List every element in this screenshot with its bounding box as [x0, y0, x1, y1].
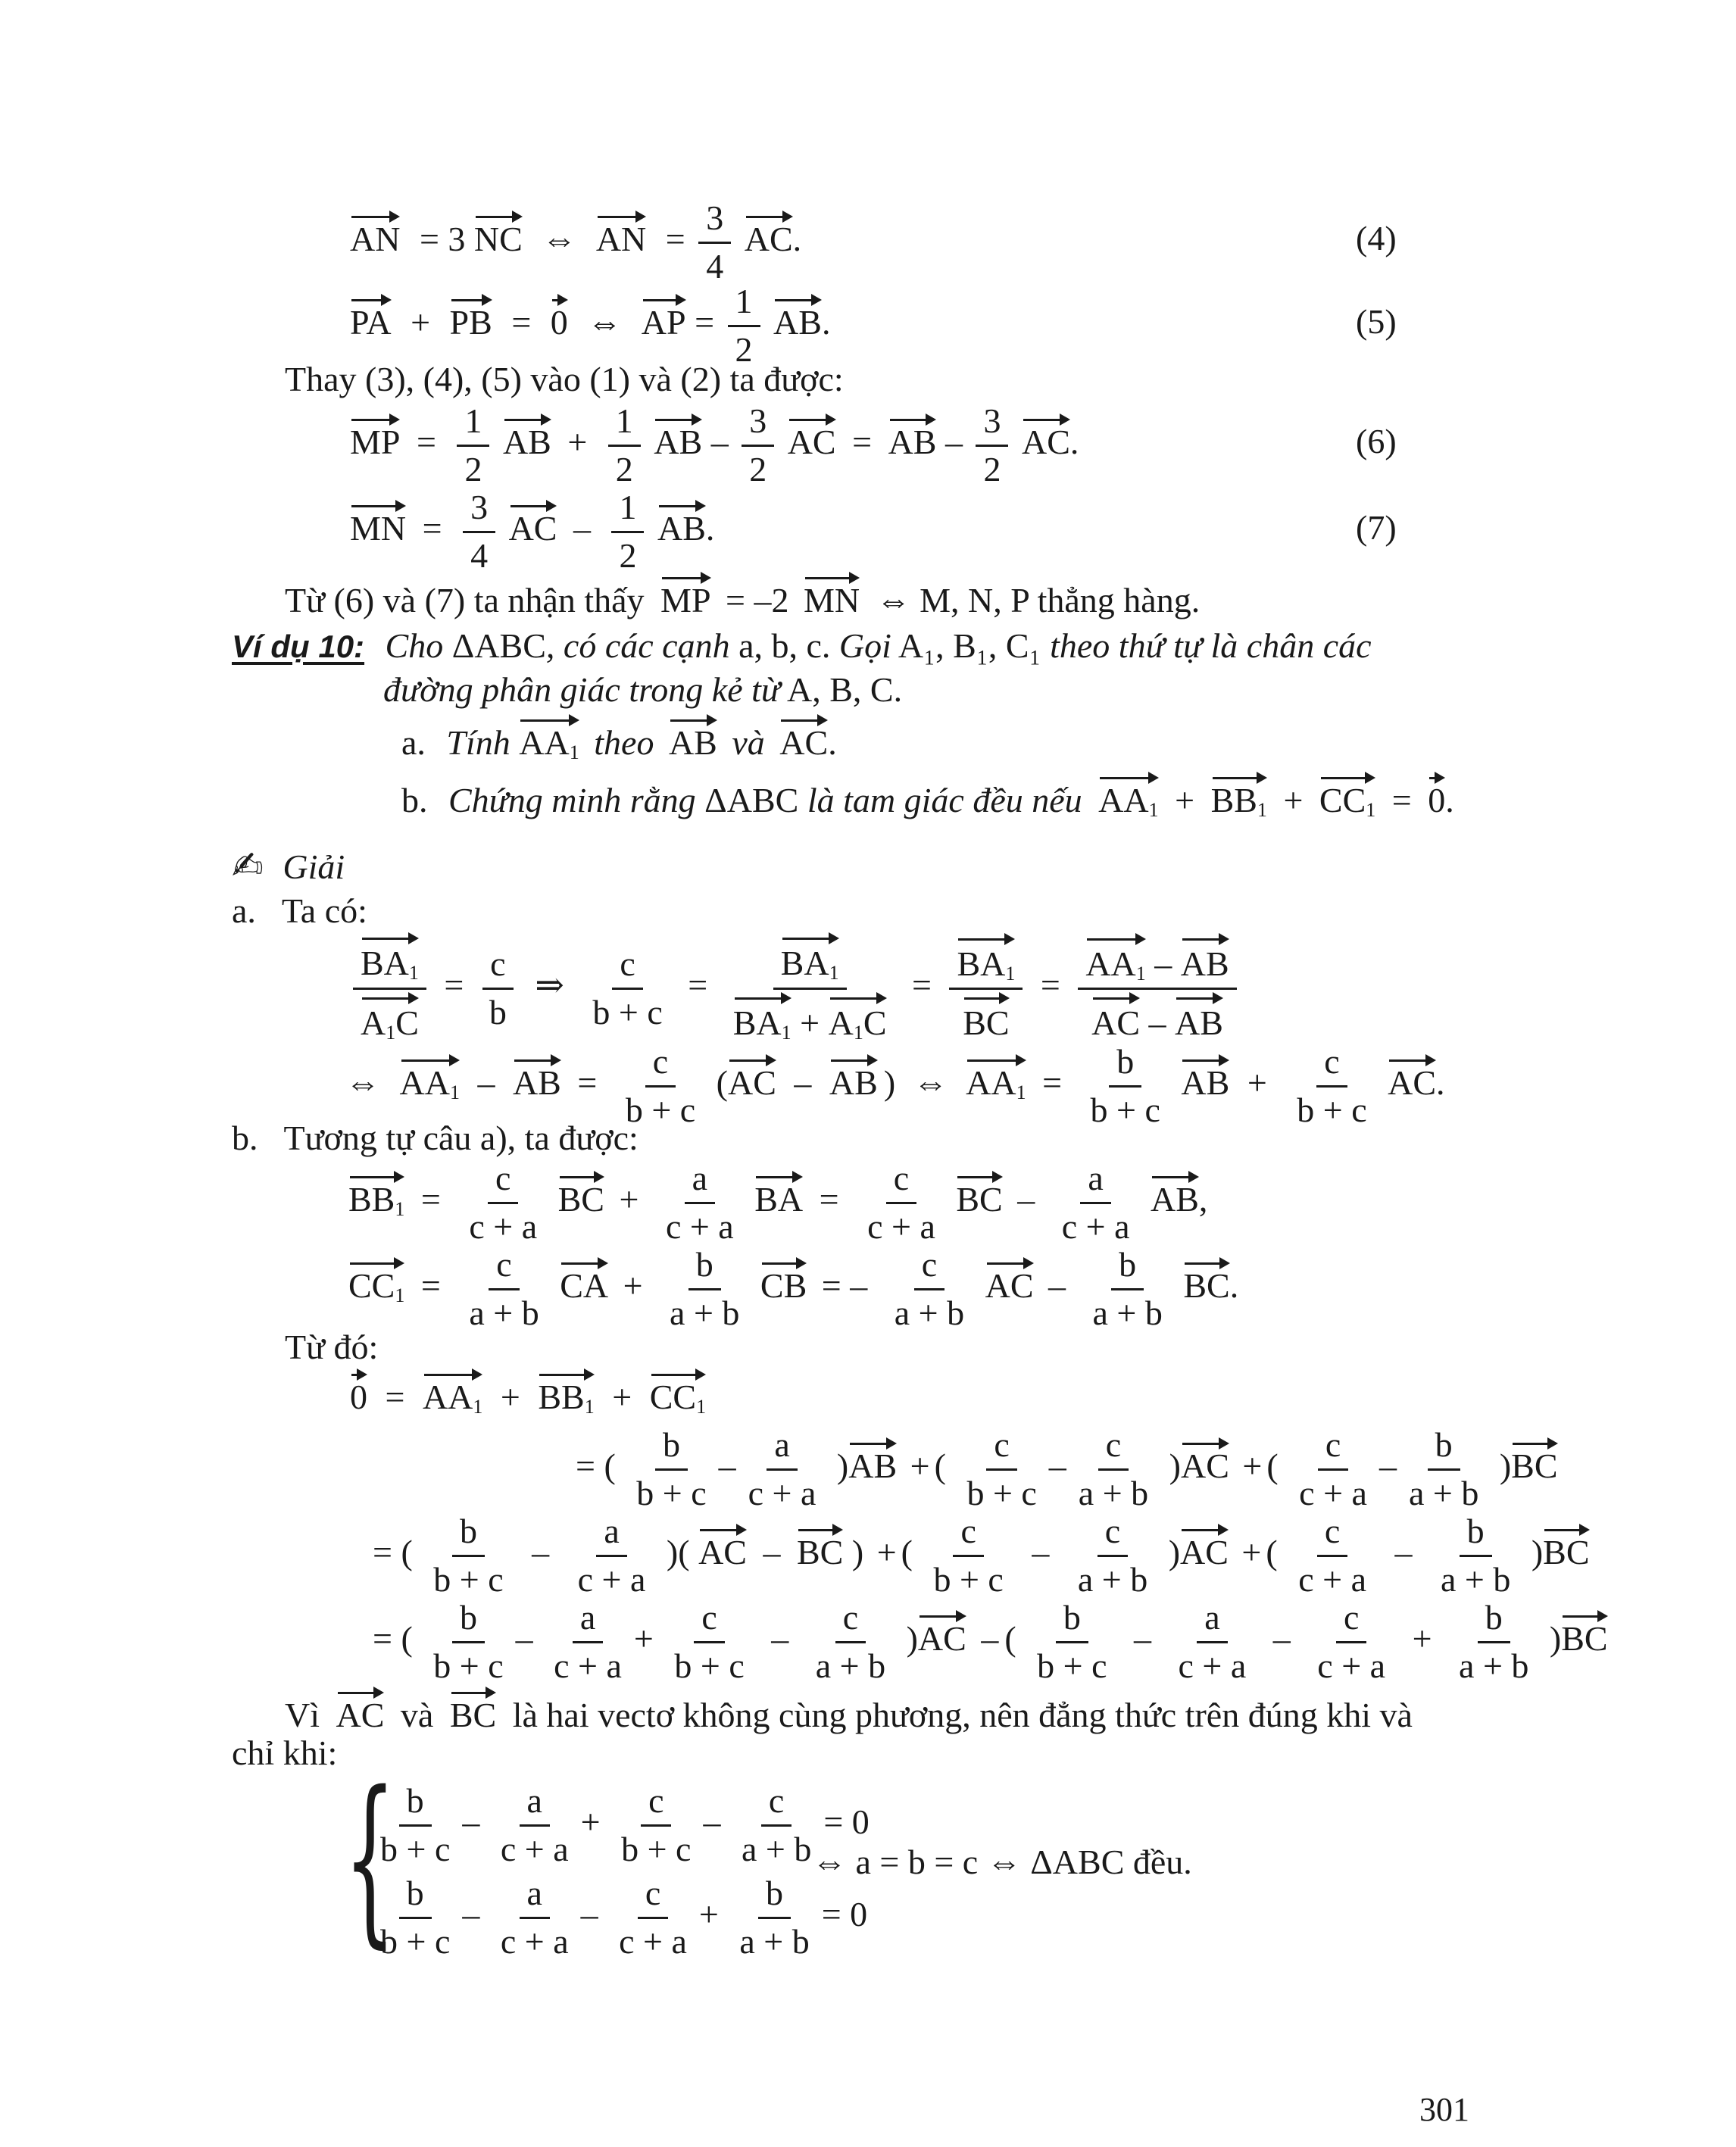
- task-a: a. Tính $AA_1$ theo AB và AC.: [401, 715, 837, 763]
- solution-b-line1: $BB_1$ = $\frac{c}{c + a}$ BC + $\frac{a}{c + a}$ BA = $\frac{c}{c + a}$ BC – $\frac{a}{c + a}$ AB,: [348, 1159, 1208, 1246]
- example-label: Ví dụ 10:: [232, 629, 365, 664]
- vec-mn: MN: [804, 573, 860, 618]
- vec-aa1: $AA_1$: [519, 715, 579, 763]
- equation-tag: (7): [1356, 508, 1397, 547]
- vec-bb1: $BB_1$: [1211, 772, 1267, 820]
- vec-aa1: $AA_1$: [1098, 772, 1158, 820]
- system-conclusion: ⇔ a = b = c ⇔ ΔABC đều.: [812, 1843, 1192, 1881]
- vec-cc1: $CC_1$: [1319, 772, 1375, 820]
- fraction: $\frac{1}{2}$: [608, 401, 641, 490]
- equation-5: PA + PB = 0 ⇔ AP = $\frac{1}{2}$ AB. (5): [350, 282, 1410, 370]
- solution-a-line1: $\frac{BA_1}{A_1C}$ = $\frac{c}{b}$ ⇒ $\frac{c}{b + c}$ = $\frac{BA_1}{BA_1 + A_1C}$ = $\frac{BA_1}{BC}$ = $\frac{AA_1 - AB}{AC - AB}$: [348, 933, 1241, 1044]
- system-eq-1: $\frac{b}{b + c}$ – $\frac{a}{c + a}$ + $\frac{c}{b + c}$ – $\frac{c}{a + b}$ = 0: [380, 1781, 870, 1868]
- expansion-line-3: = ( $\frac{b}{b + c}$ – $\frac{a}{c + a}$ + $\frac{c}{b + c}$ – $\frac{c}{a + b}$ )AC – ( $\frac{b}{b + c}$ – $\frac{a}{c + a}$ – $\frac{c}{c + a}$ + $\frac{b}{a + b}$ )BC: [373, 1598, 1608, 1685]
- example-10-line2: đường phân giác trong kẻ từ A, B, C.: [383, 670, 903, 709]
- expansion-line-1: = ( $\frac{b}{b + c}$ – $\frac{a}{c + a}$ )AB + ( $\frac{c}{b + c}$ – $\frac{c}{a + b}$ )AC + ( $\frac{c}{c + a}$ – $\frac{b}{a + b}$ )BC: [576, 1425, 1558, 1512]
- solution-a-label: a. Ta có:: [232, 891, 367, 930]
- equation-4: AN = 3 NC ⇔ AN = $\frac{3}{4}$ AC. (4): [350, 198, 1410, 287]
- solution-b-label: b. Tương tự câu a), ta được:: [232, 1119, 639, 1157]
- reasoning-line-2: chỉ khi:: [232, 1734, 338, 1772]
- equation-6: MP = $\frac{1}{2}$ AB + $\frac{1}{2}$ AB – $\frac{3}{2}$ AC = AB – $\frac{3}{2}$ AC. (6): [350, 401, 1410, 490]
- text-tu-do: Từ đó:: [285, 1328, 379, 1366]
- solution-heading: ✍ Giải: [232, 844, 345, 888]
- vec-ab: AB: [773, 295, 822, 340]
- vec-mn: MN: [350, 501, 406, 546]
- equation-7: MN = $\frac{3}{4}$ AC – $\frac{1}{2}$ AB. (7): [350, 488, 1410, 576]
- vec-mp: MP: [660, 573, 710, 618]
- fraction: $\frac{3}{2}$: [976, 401, 1008, 490]
- solution-b-line2: $CC_1$ = $\frac{c}{a + b}$ CA + $\frac{b}{a + b}$ CB = – $\frac{c}{a + b}$ AC – $\frac{b}{a + b}$ BC.: [348, 1245, 1239, 1332]
- fraction: $\frac{1}{2}$: [457, 401, 489, 490]
- fraction: $\frac{3}{4}$: [698, 198, 731, 287]
- vec-an: AN: [350, 211, 400, 257]
- zero-vector: 0: [1428, 772, 1445, 818]
- eq-text: = 3: [419, 219, 466, 258]
- vec-ac: AC: [745, 211, 793, 257]
- system-brace: {: [344, 1752, 396, 1964]
- fraction: $\frac{3}{2}$: [742, 401, 774, 490]
- equation-tag: (6): [1356, 422, 1397, 460]
- vec-ab: AB: [654, 414, 702, 460]
- vec-nc: NC: [474, 211, 523, 257]
- vec-ac: AC: [779, 715, 828, 760]
- sum-zero-line: $0 = AA_1 + BB_1 + CC_1$: [350, 1369, 706, 1417]
- vec-ac: AC: [1022, 414, 1070, 460]
- vec-ac: AC: [788, 414, 836, 460]
- fraction: $\frac{1}{2}$: [728, 282, 760, 370]
- text-thay: Thay (3), (4), (5) vào (1) và (2) ta được:: [285, 360, 844, 398]
- vec-ab: AB: [657, 501, 706, 546]
- fraction: $\frac{1}{2}$: [611, 488, 644, 576]
- vec-pa: PA: [350, 295, 392, 340]
- vec-ap: AP: [642, 295, 686, 340]
- vec-ab: AB: [503, 414, 551, 460]
- vec-pb: PB: [450, 295, 492, 340]
- vec-mp: MP: [350, 414, 400, 460]
- example-10-heading: Ví dụ 10: Cho ΔABC, có các cạnh a, b, c. Gọi A₁, B₁, C₁ theo thứ tự là chân các: [232, 626, 1372, 665]
- equation-tag: (5): [1356, 302, 1397, 341]
- solution-a-line2: ⇔ $AA_1$ – AB = $\frac{c}{b + c}$ (AC – AB ) ⇔ $AA_1$ = $\frac{b}{b + c}$ AB + $\frac{c}{b + c}$ AC.: [345, 1042, 1445, 1129]
- vec-ba1: $BA_1$: [361, 933, 419, 985]
- task-b: b. Chứng minh rằng ΔABC là tam giác đều nếu $AA_1 + BB_1 + CC_1 = 0$.: [401, 772, 1454, 820]
- eq-text: =: [665, 219, 685, 258]
- pen-icon: ✍: [232, 844, 264, 888]
- zero-vector: 0: [551, 295, 568, 340]
- vec-ab: AB: [669, 715, 717, 760]
- fraction: $\frac{3}{4}$: [463, 488, 495, 576]
- vec-a1c: $A_1C$: [361, 993, 419, 1044]
- reasoning-line: Vì AC và BC là hai vectơ không cùng phương, nên đẳng thức trên đúng khi và: [285, 1687, 1413, 1733]
- page-number: 301: [1419, 2091, 1469, 2128]
- iff-symbol: ⇔: [542, 219, 577, 258]
- vec-ac: AC: [509, 501, 557, 546]
- system-eq-2: $\frac{b}{b + c}$ – $\frac{a}{c + a}$ – $\frac{c}{c + a}$ + $\frac{b}{a + b}$ = 0: [380, 1874, 868, 1961]
- vec-ab: AB: [888, 414, 937, 460]
- equation-tag: (4): [1356, 219, 1397, 257]
- vec-an-2: AN: [596, 211, 646, 257]
- conclusion-line: Từ (6) và (7) ta nhận thấy MP = –2 MN ⇔ M, N, P thẳng hàng.: [285, 573, 1200, 618]
- expansion-line-2: = ( $\frac{b}{b + c}$ – $\frac{a}{c + a}$ )( AC – BC ) + ( $\frac{c}{b + c}$ – $\frac{c}{a + b}$ )AC + ( $\frac{c}{c + a}$ – $\frac{b}{a + b}$ )BC: [373, 1512, 1590, 1599]
